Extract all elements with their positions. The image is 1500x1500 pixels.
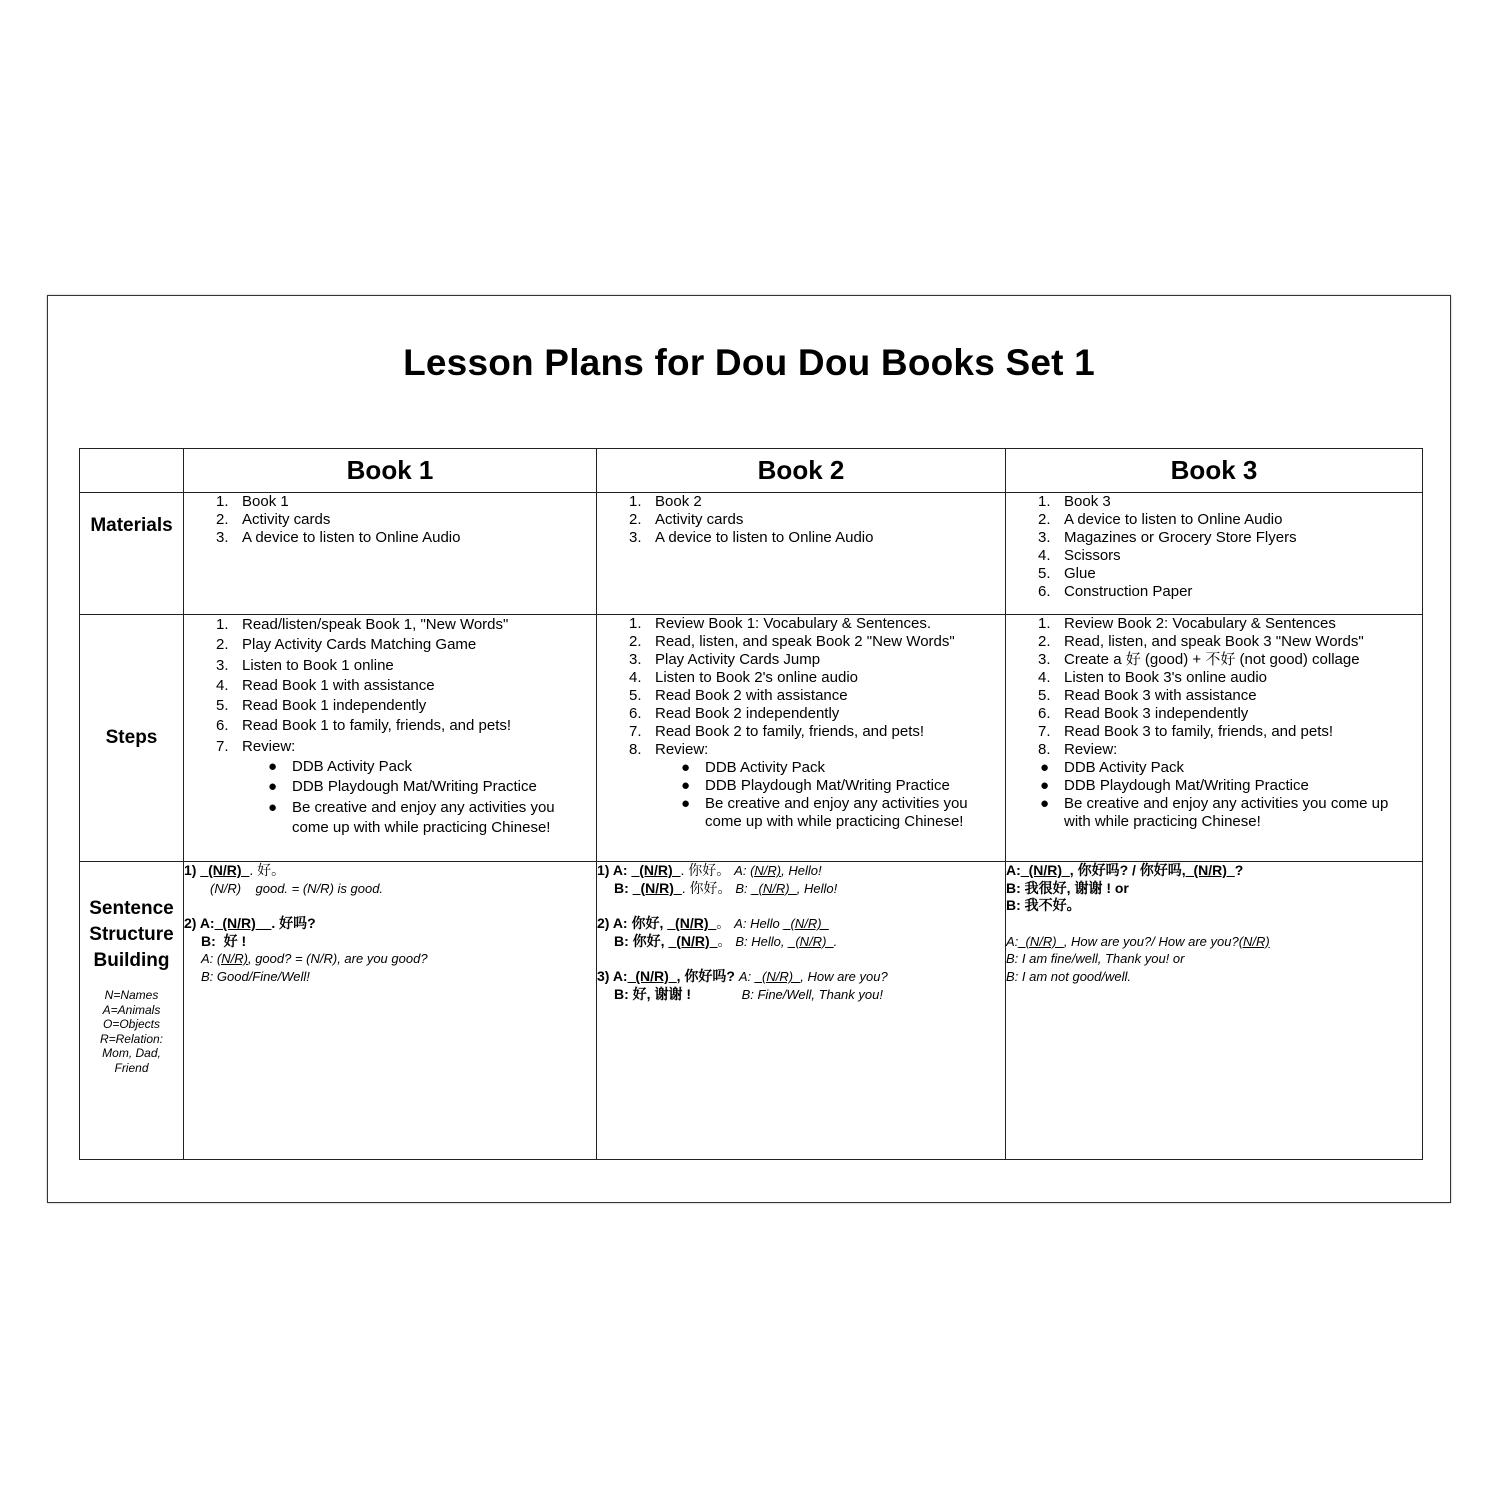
list-item: 1. Read/listen/speak Book 1, "New Words"	[216, 616, 509, 633]
sentence-line: B: 好, 谢谢 ! B: Fine/Well, Thank you!	[614, 985, 883, 1002]
list-item: 2. Read, listen, and speak Book 3 "New Words"	[1038, 633, 1364, 650]
bullet-item: ● Be creative and enjoy any activities you	[268, 798, 555, 816]
list-item: 3. Create a 好 (good) + 不好 (not good) collage	[1038, 651, 1360, 668]
list-item: 3. Play Activity Cards Jump	[629, 651, 821, 668]
list-item: 6. Read Book 2 independently	[629, 705, 840, 722]
list-item: 6. Read Book 3 independently	[1038, 705, 1249, 722]
list-item: 8. Review:	[1038, 741, 1118, 758]
list-item: 2. A device to listen to Online Audio	[1038, 511, 1283, 528]
list-item: 1. Review Book 1: Vocabulary & Sentences.	[629, 615, 931, 632]
sentence-line: B: 好 !	[201, 932, 247, 949]
column-header-book1: Book 1	[184, 449, 597, 493]
sentences-book2	[597, 862, 1006, 1160]
bullet-continuation: come up with while practicing Chinese!	[292, 818, 551, 836]
sentences-book3	[1006, 862, 1423, 1160]
list-item: 2. Activity cards	[629, 511, 744, 528]
row-header-line: Sentence	[89, 898, 174, 919]
list-item: 3. A device to listen to Online Audio	[629, 529, 874, 546]
list-item: 3. Magazines or Grocery Store Flyers	[1038, 529, 1297, 546]
list-item: 5. Read Book 3 with assistance	[1038, 687, 1257, 704]
list-item: 5. Read Book 2 with assistance	[629, 687, 848, 704]
legend-line: O=Objects	[102, 1017, 161, 1031]
translation-line: B: I am fine/well, Thank you! or	[1006, 951, 1185, 966]
bullet-item: ● DDB Activity Pack	[268, 758, 413, 776]
materials-book3	[1006, 493, 1423, 615]
sentence-line: B: 我不好。	[1006, 897, 1081, 913]
translation-line: B: I am not good/well.	[1006, 968, 1132, 984]
list-item: 3. A device to listen to Online Audio	[216, 529, 461, 546]
sentences-book1	[184, 862, 597, 1160]
list-item: 4. Listen to Book 2's online audio	[629, 669, 859, 686]
list-item: 1. Book 3	[1038, 493, 1111, 510]
legend-line: A=Animals	[102, 1002, 161, 1017]
sentence-line: B: 你好, _(N/R)_。 B: Hello, _(N/R)_.	[614, 932, 838, 949]
sentence-line: A:_(N/R)_, 你好吗? / 你好吗,_(N/R)_?	[1006, 862, 1244, 878]
abbreviation-legend	[80, 988, 183, 1075]
bullet-item: ● DDB Activity Pack	[1040, 759, 1185, 776]
sentence-line: B: 我很好, 谢谢 ! or	[1006, 879, 1129, 896]
list-item: 7. Read Book 2 to family, friends, and pets!	[629, 723, 925, 740]
list-item: 4. Scissors	[1038, 547, 1121, 564]
legend-line: N=Names	[104, 988, 159, 1002]
list-item: 3. Listen to Book 1 online	[216, 656, 394, 674]
list-item: 5. Read Book 1 independently	[216, 697, 427, 715]
row-header-line: Structure	[89, 924, 174, 945]
list-item: 1. Book 1	[216, 493, 289, 510]
steps-book3	[1006, 615, 1423, 862]
row-header-materials: Materials	[80, 493, 184, 615]
materials-book2	[597, 493, 1006, 615]
sentence-line: B: _(N/R)_. 你好。 B: _(N/R)_, Hello!	[614, 879, 838, 896]
column-header-book2: Book 2	[597, 449, 1006, 493]
bullet-item: ● DDB Playdough Mat/Writing Practice	[1040, 777, 1309, 794]
sentence-line: 2) A: 你好, _(N/R)_。 A: Hello _(N/R)_	[597, 915, 829, 931]
list-item: 4. Listen to Book 3's online audio	[1038, 669, 1268, 686]
list-item: 7. Review:	[216, 737, 296, 755]
bullet-item: ● DDB Playdough Mat/Writing Practice	[268, 778, 537, 796]
sentence-line: 1) A: _(N/R)_. 你好。 A: (N/R), Hello!	[597, 862, 822, 878]
bullet-item: ● Be creative and enjoy any activities you come up	[1040, 795, 1389, 812]
translation-line: (N/R) good. = (N/R) is good.	[210, 880, 384, 896]
legend-line: Mom, Dad,	[102, 1046, 161, 1060]
lesson-plan-table	[79, 448, 1423, 1160]
steps-book1	[184, 615, 597, 862]
list-item: 2. Read, listen, and speak Book 2 "New Words"	[629, 633, 955, 650]
bullet-continuation: come up with while practicing Chinese!	[705, 813, 964, 830]
row-header-line: Building	[93, 950, 170, 971]
bullet-item: ● Be creative and enjoy any activities you	[681, 795, 968, 812]
list-item: 6. Construction Paper	[1038, 583, 1193, 600]
materials-book1	[184, 493, 597, 615]
legend-line: R=Relation:	[99, 1031, 164, 1046]
list-item: 4. Read Book 1 with assistance	[216, 676, 435, 694]
bullet-continuation: with while practicing Chinese!	[1064, 813, 1261, 830]
materials-row	[80, 493, 1423, 615]
list-item: 1. Book 2	[629, 493, 702, 510]
steps-row	[80, 615, 1423, 862]
translation-line: A: (N/R), good? = (N/R), are you good?	[201, 951, 428, 966]
column-header-book3: Book 3	[1006, 449, 1423, 493]
legend-line: Friend	[114, 1060, 149, 1075]
translation-line: B: Good/Fine/Well!	[201, 968, 310, 984]
sentence-structure-row	[80, 862, 1423, 1160]
list-item: 6. Read Book 1 to family, friends, and pets!	[216, 717, 512, 735]
list-item: 2. Play Activity Cards Matching Game	[216, 636, 477, 654]
list-item: 8. Review:	[629, 741, 709, 758]
bullet-item: ● DDB Activity Pack	[681, 759, 826, 776]
list-item: 2. Activity cards	[216, 511, 331, 528]
list-item: 7. Read Book 3 to family, friends, and pets!	[1038, 723, 1334, 740]
list-item: 5. Glue	[1038, 565, 1096, 582]
list-item: 1. Review Book 2: Vocabulary & Sentences	[1038, 615, 1336, 632]
document-page	[47, 295, 1451, 1203]
bullet-item: ● DDB Playdough Mat/Writing Practice	[681, 777, 950, 794]
corner-cell	[80, 449, 184, 493]
steps-book2	[597, 615, 1006, 862]
page-title: Lesson Plans for Dou Dou Books Set 1	[403, 342, 1095, 383]
row-header-sentence-structure	[80, 862, 184, 1160]
header-row	[80, 449, 1423, 493]
sentence-line: 3) A:_(N/R)_, 你好吗? A: _(N/R)_, How are you?	[597, 968, 888, 984]
row-header-steps: Steps	[80, 615, 184, 862]
translation-line: A:_(N/R)_, How are you?/ How are you?(N/R)	[1006, 933, 1270, 949]
sentence-line: 2) A:_(N/R)__. 好吗?	[184, 915, 316, 931]
sentence-line: 1) _(N/R)_. 好。	[184, 862, 286, 878]
